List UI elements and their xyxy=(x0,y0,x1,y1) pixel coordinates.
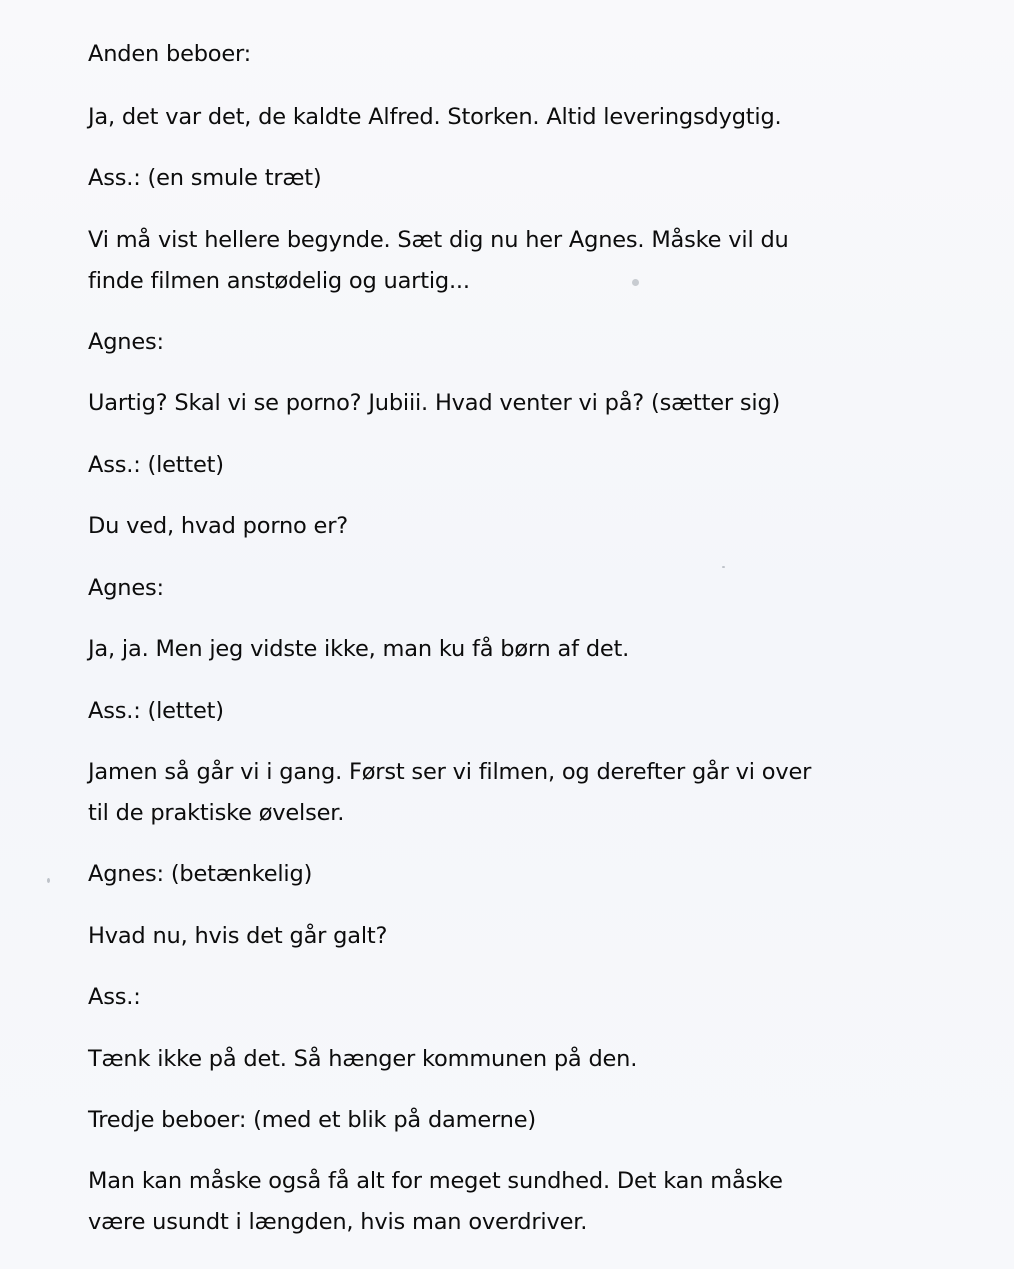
dialogue-line: være usundt i længden, hvis man overdriver. xyxy=(88,1209,588,1235)
dialogue-line: Vi må vist hellere begynde. Sæt dig nu her Agnes. Måske vil du xyxy=(88,227,789,253)
speaker-agnes: Agnes: xyxy=(88,329,164,355)
speaker-ass: Ass.: xyxy=(88,984,141,1010)
paper-speck xyxy=(722,566,725,568)
dialogue-line: Hvad nu, hvis det går galt? xyxy=(88,923,388,949)
speaker-anden-beboer: Anden beboer: xyxy=(88,41,252,67)
dialogue-line: Uartig? Skal vi se porno? Jubiii. Hvad venter vi på? (sætter sig) xyxy=(88,390,781,416)
dialogue-line: Jamen så går vi i gang. Først ser vi filmen, og derefter går vi over xyxy=(88,759,812,785)
dialogue-line: Ja, det var det, de kaldte Alfred. Storken. Altid leveringsdygtig. xyxy=(88,104,782,130)
dialogue-line: Tænk ikke på det. Så hænger kommunen på den. xyxy=(88,1046,638,1072)
dialogue-line: Du ved, hvad porno er? xyxy=(88,513,348,539)
dialogue-line: til de praktiske øvelser. xyxy=(88,800,345,826)
speaker-agnes: Agnes: xyxy=(88,575,164,601)
speaker-ass-direction: Ass.: (en smule træt) xyxy=(88,165,322,191)
dialogue-line: Ja, ja. Men jeg vidste ikke, man ku få børn af det. xyxy=(88,636,630,662)
speaker-tredje-beboer-direction: Tredje beboer: (med et blik på damerne) xyxy=(88,1107,536,1133)
speaker-ass-direction: Ass.: (lettet) xyxy=(88,452,224,478)
dialogue-line: Man kan måske også få alt for meget sundhed. Det kan måske xyxy=(88,1168,783,1194)
paper-speck xyxy=(47,878,50,883)
speaker-ass-direction: Ass.: (lettet) xyxy=(88,698,224,724)
speaker-agnes-direction: Agnes: (betænkelig) xyxy=(88,861,313,887)
dialogue-line: finde filmen anstødelig og uartig... xyxy=(88,268,470,294)
paper-speck xyxy=(632,279,639,286)
